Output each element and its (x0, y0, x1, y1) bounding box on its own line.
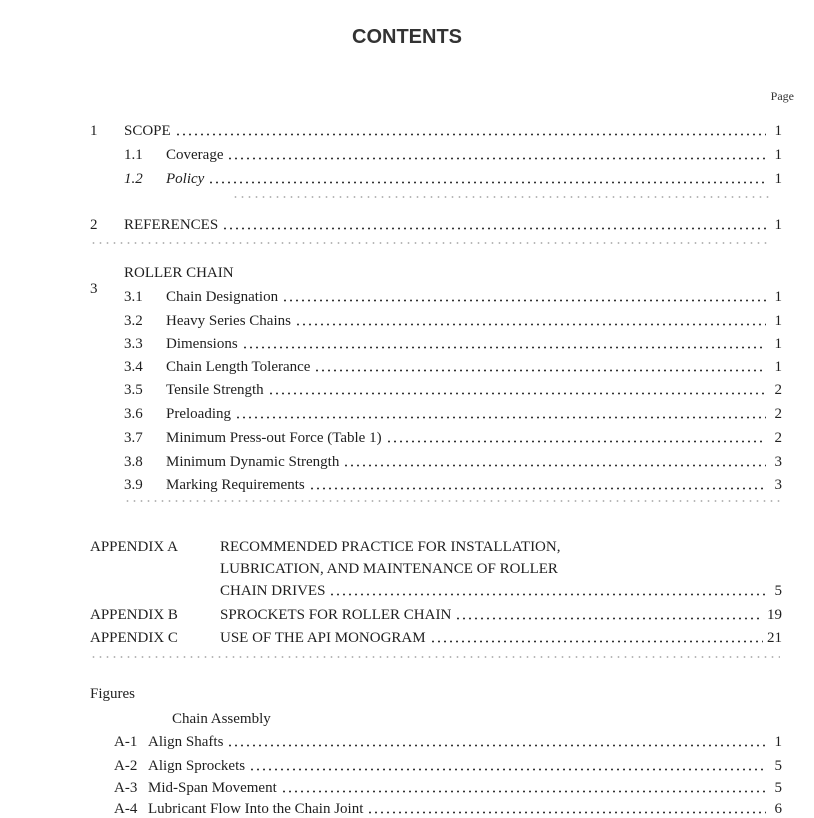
entry-number: 1 (90, 123, 98, 139)
dot-leader (343, 464, 766, 467)
entry-page: 2 (774, 406, 782, 422)
entry-page: 1 (774, 336, 782, 352)
dot-leader (314, 369, 766, 372)
toc-entry-scope[interactable] (90, 118, 782, 140)
entry-label: Marking Requirements (166, 477, 305, 493)
toc-entry-references[interactable] (90, 212, 782, 234)
entry-label: Preloading (166, 406, 231, 422)
entry-page: 1 (774, 734, 782, 750)
entry-label: Align Sprockets (148, 758, 246, 774)
figure-number: A-3 (114, 780, 138, 796)
entry-label: Chain Assembly (172, 711, 271, 727)
page-column-header: Page (770, 89, 794, 103)
entry-label: SCOPE (124, 123, 171, 139)
entry-label: Heavy Series Chains (166, 313, 291, 329)
entry-label: Chain Length Tolerance (166, 359, 311, 375)
figure-entry[interactable] (90, 796, 782, 818)
entry-number: 3.5 (124, 382, 143, 398)
scan-noise (124, 500, 784, 502)
entry-page: 1 (774, 359, 782, 375)
dot-leader (281, 790, 766, 793)
entry-number: 3.1 (124, 289, 143, 305)
entry-number: 3.2 (124, 313, 143, 329)
entry-page: 19 (767, 607, 782, 623)
entry-number: 3.3 (124, 336, 143, 352)
entry-number: 3.6 (124, 406, 143, 422)
dot-leader (227, 157, 766, 160)
appendix-label: APPENDIX B (90, 607, 178, 623)
dot-leader (208, 181, 766, 184)
entry-page: 3 (774, 454, 782, 470)
dot-leader (175, 133, 766, 136)
entry-label: SPROCKETS FOR ROLLER CHAIN (220, 607, 452, 623)
entry-label: Minimum Press-out Force (Table 1) (166, 430, 382, 446)
scan-noise (90, 242, 770, 244)
appendix-a-title-line-2: LUBRICATION, AND MAINTENANCE OF ROLLER (220, 561, 558, 577)
entry-label: Minimum Dynamic Strength (166, 454, 340, 470)
entry-number: 1.1 (124, 147, 143, 163)
figure-number: A-4 (114, 801, 138, 817)
entry-number: 3.7 (124, 430, 143, 446)
entry-number: 1.2 (124, 171, 143, 187)
entry-label: CHAIN DRIVES (220, 583, 326, 599)
dot-leader (386, 440, 766, 443)
toc-entry-appendix-c[interactable] (90, 625, 782, 647)
entry-number: 2 (90, 217, 98, 233)
entry-page: 1 (774, 217, 782, 233)
entry-label: Chain Designation (166, 289, 279, 305)
entry-page: 1 (774, 171, 782, 187)
figure-number: A-2 (114, 758, 138, 774)
entry-page: 1 (774, 123, 782, 139)
toc-entry-minimum-press-out-force[interactable] (90, 425, 782, 447)
figure-number: A-1 (114, 734, 138, 750)
dot-leader (242, 346, 766, 349)
figure-entry[interactable] (90, 706, 782, 728)
figures-heading: Figures (90, 686, 135, 702)
entry-page: 5 (774, 583, 782, 599)
toc-entry-chain-length-tolerance[interactable] (90, 354, 782, 376)
dot-leader (329, 593, 766, 596)
toc-entry-policy[interactable] (90, 166, 782, 188)
entry-label: Tensile Strength (166, 382, 264, 398)
entry-page: 1 (774, 313, 782, 329)
toc-entry-appendix-b[interactable] (90, 602, 782, 624)
appendix-a-label: APPENDIX A (90, 539, 178, 555)
entry-page: 5 (774, 780, 782, 796)
appendix-label: APPENDIX C (90, 630, 178, 646)
dot-leader (227, 744, 766, 747)
dot-leader (295, 323, 766, 326)
page-title: CONTENTS (352, 26, 462, 48)
entry-label: ROLLER CHAIN (124, 265, 234, 281)
dot-leader (309, 487, 766, 490)
entry-number: 3.9 (124, 477, 143, 493)
dot-leader (455, 617, 763, 620)
entry-label: Policy (166, 171, 205, 187)
figure-entry[interactable] (90, 775, 782, 797)
entry-page: 5 (774, 758, 782, 774)
scan-noise (90, 656, 780, 658)
dot-leader (430, 640, 763, 643)
entry-number: 3 (90, 281, 98, 297)
toc-entry-chain-designation[interactable] (90, 284, 782, 306)
figure-entry[interactable] (90, 729, 782, 751)
toc-entry-coverage[interactable] (90, 142, 782, 164)
entry-number: 3.4 (124, 359, 143, 375)
entry-page: 1 (774, 289, 782, 305)
entry-page: 2 (774, 430, 782, 446)
dot-leader (249, 768, 766, 771)
entry-label: USE OF THE API MONOGRAM (220, 630, 426, 646)
entry-label: Lubricant Flow Into the Chain Joint (148, 801, 364, 817)
entry-number: 3.8 (124, 454, 143, 470)
toc-entry-heavy-series-chains[interactable] (90, 308, 782, 330)
entry-label: Dimensions (166, 336, 238, 352)
dot-leader (222, 227, 766, 230)
entry-label: Mid-Span Movement (148, 780, 277, 796)
dot-leader (235, 416, 766, 419)
dot-leader (268, 392, 766, 395)
entry-page: 1 (774, 147, 782, 163)
entry-page: 21 (767, 630, 782, 646)
scan-noise (232, 196, 772, 198)
toc-entry-tensile-strength[interactable] (90, 377, 782, 399)
dot-leader (282, 299, 766, 302)
entry-page: 3 (774, 477, 782, 493)
toc-entry-dimensions[interactable] (90, 331, 782, 353)
dot-leader (367, 811, 766, 814)
entry-label: Align Shafts (148, 734, 224, 750)
toc-entry-appendix-a[interactable] (220, 578, 782, 600)
entry-page: 6 (774, 801, 782, 817)
toc-entry-marking-requirements[interactable] (90, 472, 782, 494)
entry-label: Coverage (166, 147, 224, 163)
entry-page: 2 (774, 382, 782, 398)
figure-entry[interactable] (90, 753, 782, 775)
toc-entry-minimum-dynamic-strength[interactable] (90, 449, 782, 471)
entry-label: REFERENCES (124, 217, 219, 233)
toc-entry-preloading[interactable] (90, 401, 782, 423)
appendix-a-title-line-1: RECOMMENDED PRACTICE FOR INSTALLATION, (220, 539, 561, 555)
